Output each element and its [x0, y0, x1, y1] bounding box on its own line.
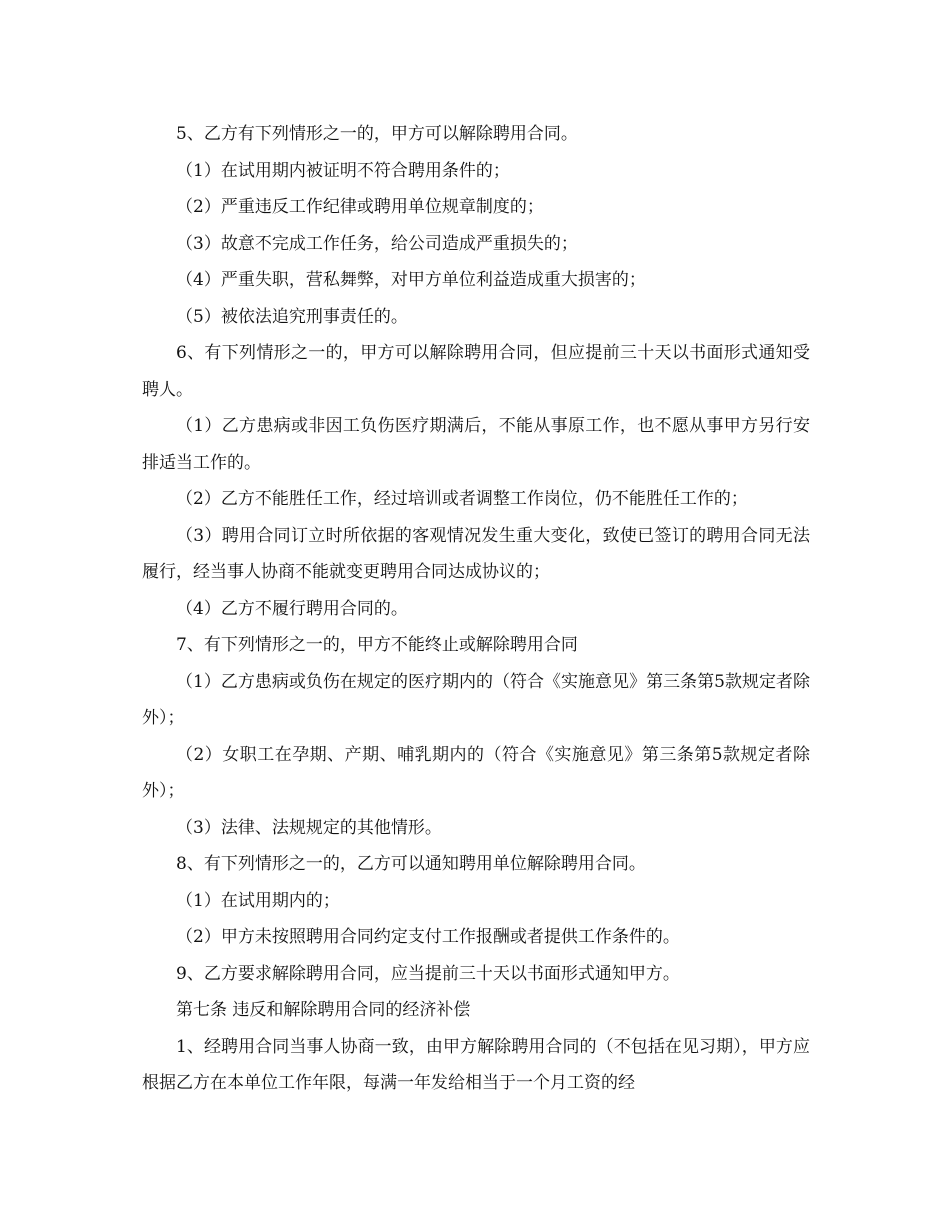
clause-8: 8、有下列情形之一的，乙方可以通知聘用单位解除聘用合同。 [176, 854, 646, 874]
document-body [142, 116, 810, 1102]
clause-6-item-3: （3）聘用合同订立时所依据的客观情况发生重大变化，致使已签订的聘用合同无法履行，经当事人协商不能就变更聘用合同达成协议的； [142, 525, 810, 582]
article-7-heading: 第七条 违反和解除聘用合同的经济补偿 [176, 1000, 471, 1020]
clause-6-item-1: （1）乙方患病或非因工负伤医疗期满后，不能从事原工作，也不愿从事甲方另行安排适当工作的。 [142, 416, 810, 473]
clause-6: 6、有下列情形之一的，甲方可以解除聘用合同，但应提前三十天以书面形式通知受聘人。 [142, 343, 810, 400]
clause-5-item-1: （1）在试用期内被证明不符合聘用条件的； [176, 160, 510, 181]
clause-5-item-4: （4）严重失职，营私舞弊，对甲方单位利益造成重大损害的； [176, 270, 646, 290]
article-7-clause-1: 1、经聘用合同当事人协商一致，由甲方解除聘用合同的（不包括在见习期），甲方应根据乙方在本单位工作年限，每满一年发给相当于一个月工资的经 [142, 1036, 810, 1093]
clause-9: 9、乙方要求解除聘用合同，应当提前三十天以书面形式通知甲方。 [176, 963, 680, 984]
clause-5: 5、乙方有下列情形之一的，甲方可以解除聘用合同。 [176, 124, 578, 144]
clause-7-item-1: （1）乙方患病或负伤在规定的医疗期内的（符合《实施意见》第三条第5款规定者除外）； [142, 671, 810, 728]
clause-6-item-2: （2）乙方不能胜任工作，经过培训或者调整工作岗位，仍不能胜任工作的； [176, 489, 748, 509]
clause-8-item-2: （2）甲方未按照聘用合同约定支付工作报酬或者提供工作条件的。 [176, 927, 680, 947]
clause-7: 7、有下列情形之一的，甲方不能终止或解除聘用合同 [176, 635, 578, 655]
clause-8-item-1: （1）在试用期内的； [176, 890, 340, 911]
clause-7-item-2: （2）女职工在孕期、产期、哺乳期内的（符合《实施意见》第三条第5款规定者除外）； [142, 744, 810, 801]
clause-5-item-3: （3）故意不完成工作任务，给公司造成严重损失的； [176, 233, 578, 254]
clause-6-item-4: （4）乙方不履行聘用合同的。 [176, 598, 408, 619]
clause-5-item-5: （5）被依法追究刑事责任的。 [176, 306, 408, 327]
clause-5-item-2: （2）严重违反工作纪律或聘用单位规章制度的； [176, 197, 544, 217]
clause-7-item-3: （3）法律、法规规定的其他情形。 [176, 817, 442, 838]
